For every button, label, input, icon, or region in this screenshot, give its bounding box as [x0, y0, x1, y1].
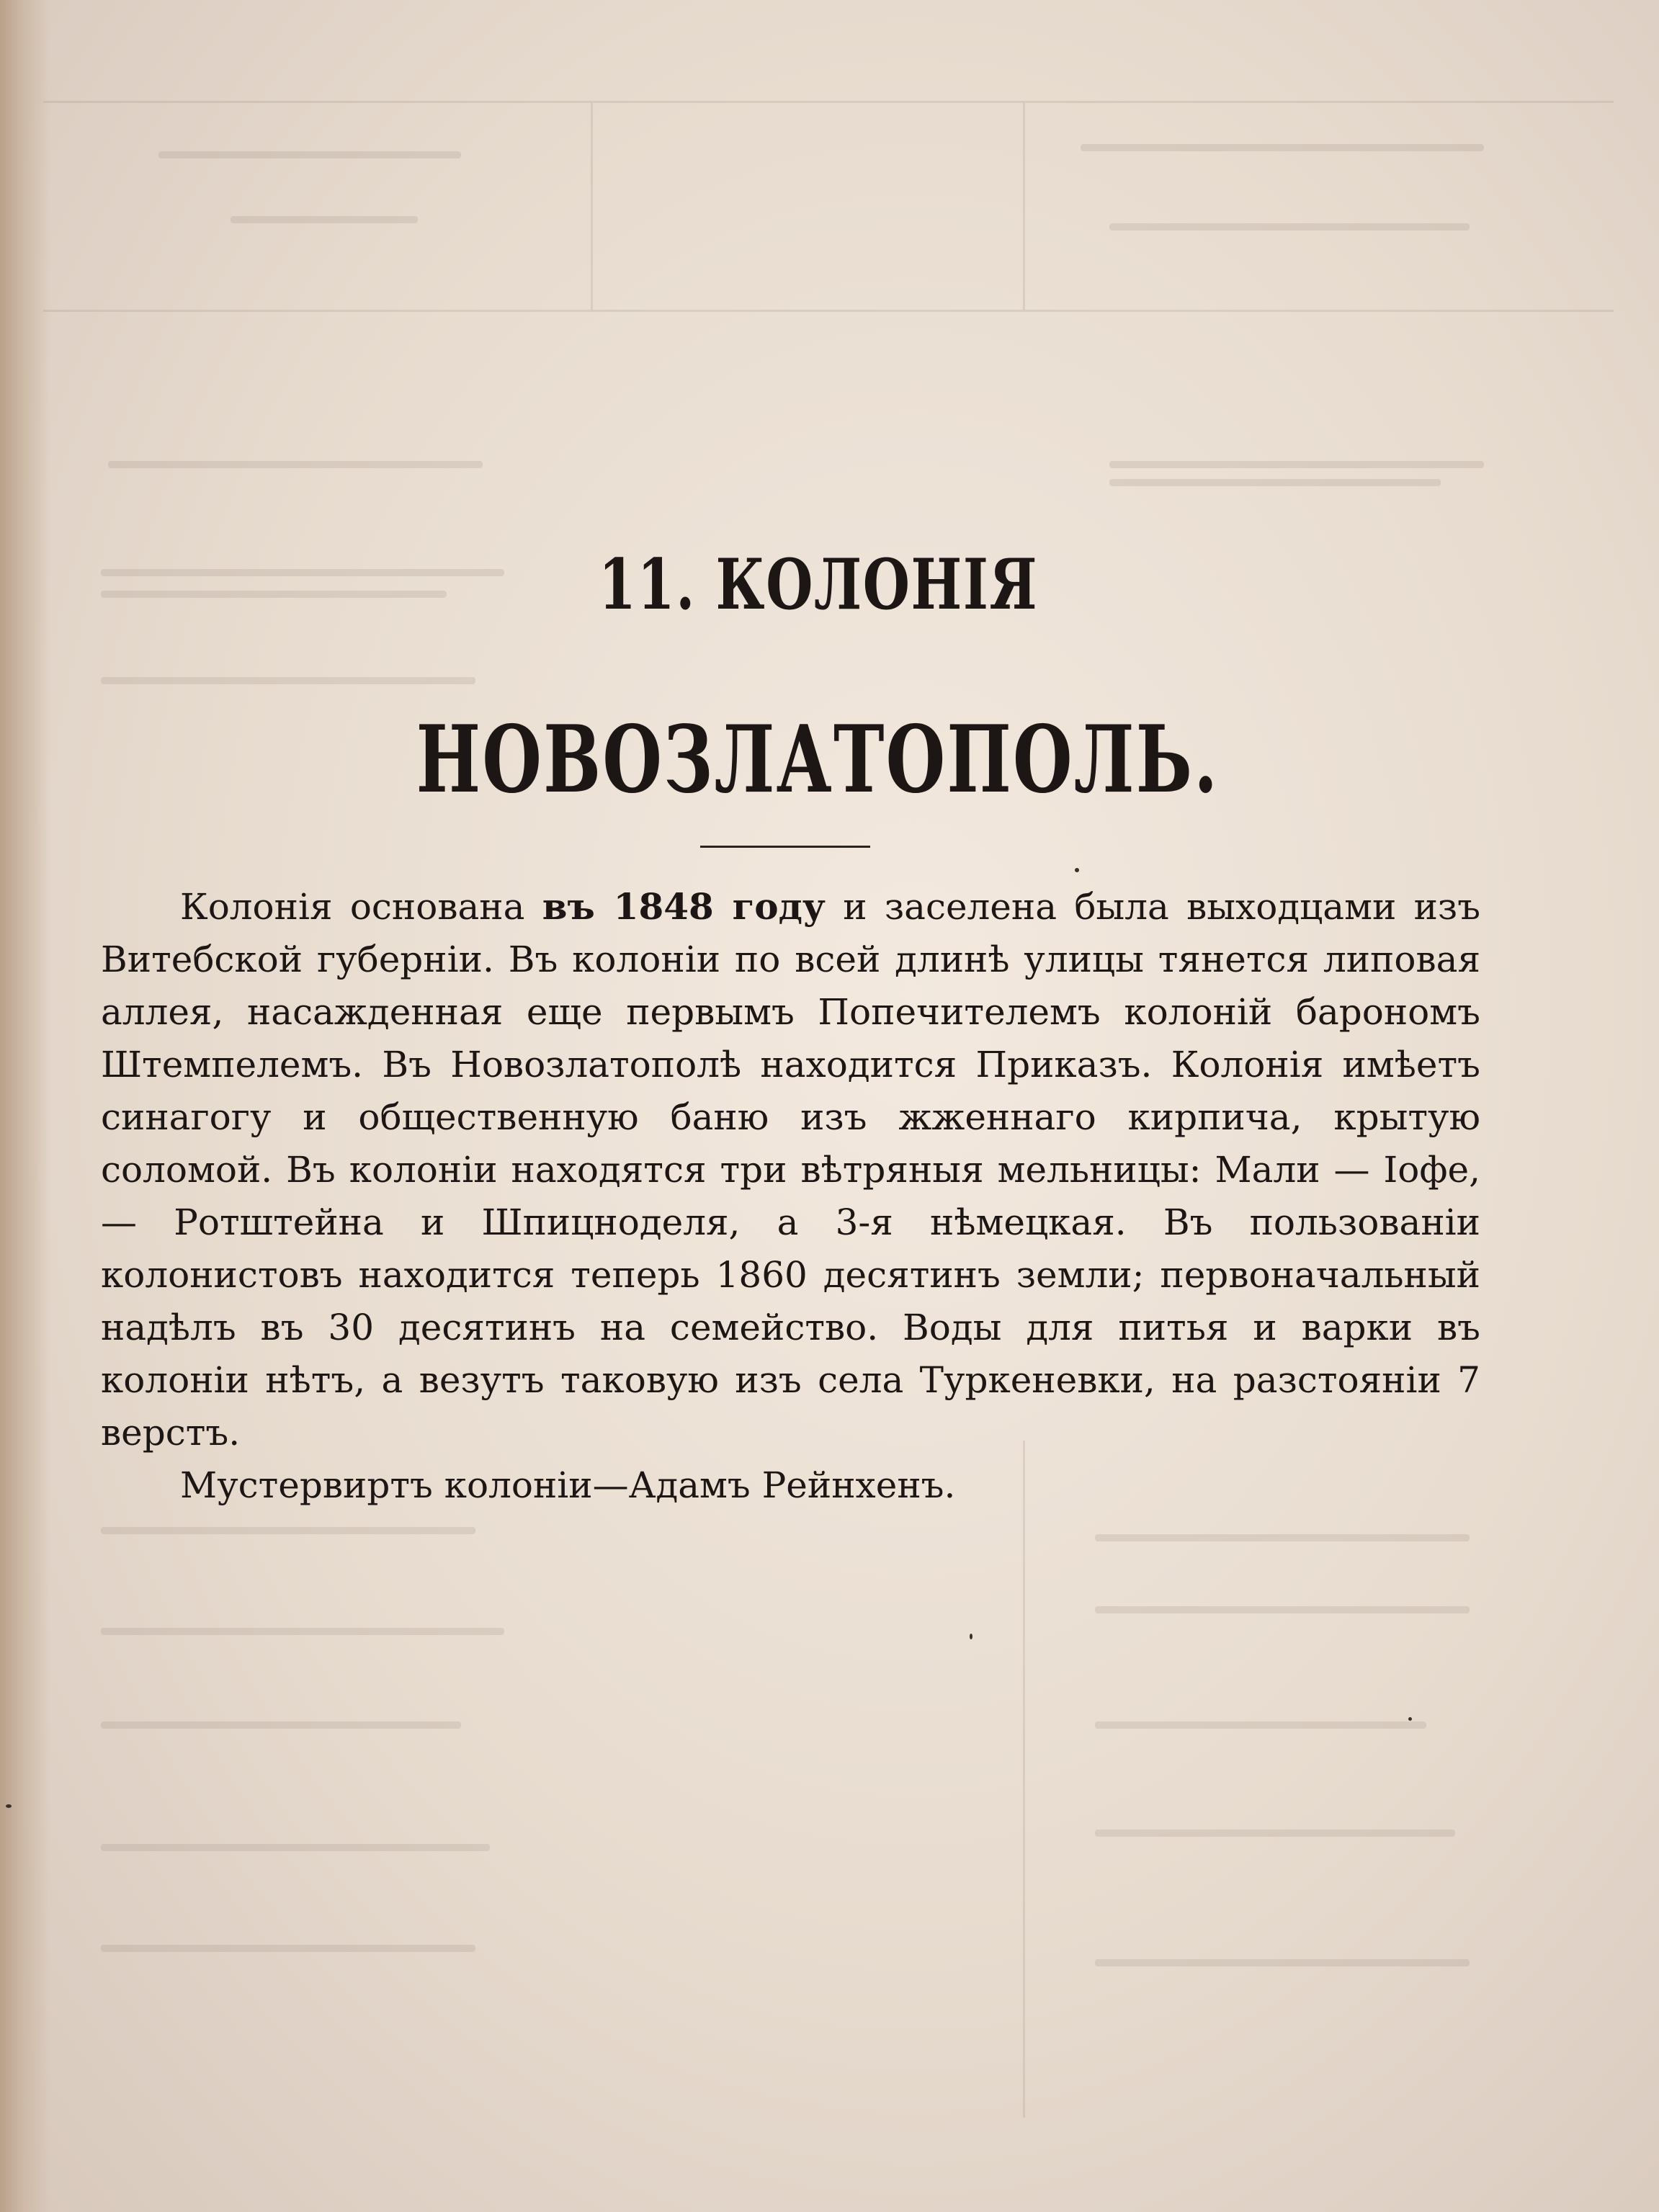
ghost-text	[101, 1527, 475, 1534]
paper-speck	[970, 1634, 972, 1639]
ghost-text	[1109, 479, 1441, 486]
body-text	[101, 880, 1480, 1512]
ghost-rule	[1023, 101, 1025, 310]
ghost-text	[101, 1844, 490, 1851]
ghost-text	[1109, 223, 1470, 230]
paper-speck	[6, 1804, 12, 1808]
ghost-text	[101, 1721, 461, 1729]
ghost-text	[1095, 1721, 1426, 1729]
paragraph-musterwirt: Мустервиртъ колоніи—Адамъ Рейнхенъ.	[180, 1464, 956, 1506]
ghost-text	[1095, 1959, 1470, 1966]
ghost-text	[1095, 1534, 1470, 1541]
ghost-text	[158, 151, 461, 158]
ghost-text	[1095, 1830, 1455, 1837]
colony-name-heading: НОВОЗЛАТОПОЛЬ.	[416, 706, 1220, 814]
ghost-text	[101, 1945, 475, 1952]
ghost-text	[231, 216, 418, 223]
ghost-text	[108, 461, 483, 468]
ghost-rule	[43, 310, 1614, 312]
paper-speck	[1075, 868, 1079, 872]
ghost-text	[1095, 1606, 1470, 1613]
paragraph-history	[101, 880, 1480, 1459]
ghost-text	[1081, 144, 1484, 151]
heading-divider	[700, 846, 870, 848]
paragraph-history-start: Колонія основана	[180, 886, 542, 928]
section-heading-number: 11. КОЛОНІЯ	[598, 544, 1039, 625]
paragraph-history-rest: и заселена была выходцами изъ Витебской губерніи. Въ колоніи по всей длинѣ улицы тянется липовая аллея, насажденная еще первымъ Попечителемъ колоній барономъ Штемпелемъ. Въ Новозлатополѣ находится Приказъ. Колонія имѣетъ синагогу и общественную баню изъ жженнаго кирпича, крытую соломой. Въ колоніи находятся три вѣтряныя мельницы: Мали — Іофе, — Ротштейна и Шпицноделя, а 3-я нѣмецкая. Въ пользованіи колонистовъ находится теперь 1860 десятинъ земли; первоначальный надѣлъ въ 30 десятинъ на семейство. Воды для питья и варки въ колоніи нѣтъ, а везутъ таковую изъ села Туркеневки, на разстояніи 7 верстъ.	[101, 886, 1480, 1454]
founding-date: въ 1848 году	[542, 885, 826, 928]
paper-speck	[1408, 1717, 1412, 1721]
ghost-rule	[43, 101, 1614, 103]
ghost-text	[1109, 461, 1484, 468]
ghost-rule	[1023, 1441, 1025, 2118]
ghost-text	[101, 1628, 504, 1635]
ghost-rule	[591, 101, 593, 310]
ghost-text	[101, 677, 475, 684]
